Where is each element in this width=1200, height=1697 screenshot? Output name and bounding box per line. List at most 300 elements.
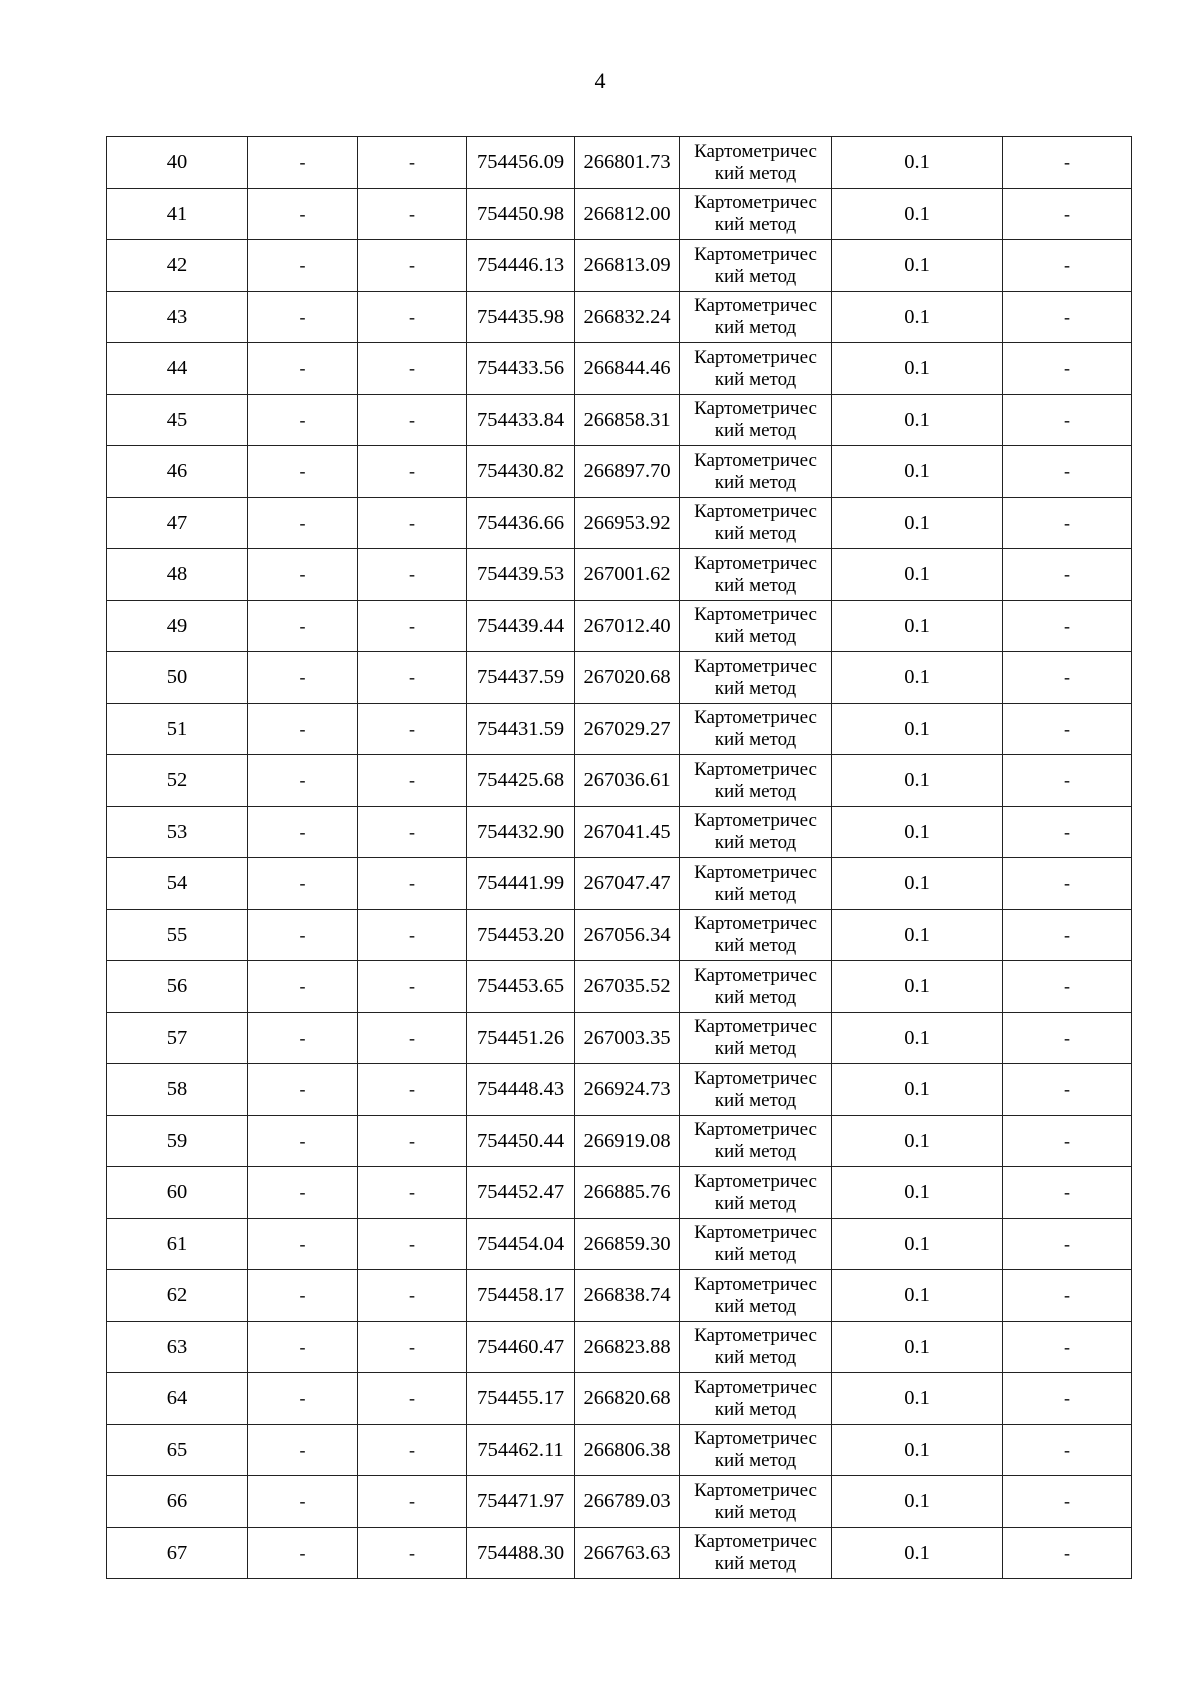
description-cell: -: [1003, 446, 1132, 498]
table-row: [107, 1476, 1132, 1528]
coordinate-x-cell: 754451.26: [467, 1012, 575, 1064]
point-number-cell: 66: [107, 1476, 248, 1528]
accuracy-cell: 0.1: [832, 1012, 1003, 1064]
method-cell: [680, 600, 832, 652]
method-cell: [680, 1218, 832, 1270]
method-line-1: Картометричес: [694, 1325, 817, 1347]
method-cell: [680, 1373, 832, 1425]
method-line-1: Картометричес: [694, 861, 817, 883]
coordinate-y-cell: 266859.30: [575, 1218, 680, 1270]
point-number-cell: 46: [107, 446, 248, 498]
method-line-2: кий метод: [714, 1244, 797, 1266]
method-cell: [680, 343, 832, 395]
method-line-1: Картометричес: [694, 192, 817, 214]
table-row: [107, 652, 1132, 704]
accuracy-cell: 0.1: [832, 1064, 1003, 1116]
description-cell: -: [1003, 1424, 1132, 1476]
description-cell: -: [1003, 1167, 1132, 1219]
coordinate-y-cell: 267003.35: [575, 1012, 680, 1064]
table-row: [107, 240, 1132, 292]
method-line-2: кий метод: [714, 729, 797, 751]
point-number-cell: 49: [107, 600, 248, 652]
description-cell: -: [1003, 291, 1132, 343]
page-number: 4: [594, 68, 606, 93]
coordinate-x-cell: 754431.59: [467, 703, 575, 755]
empty-y-old-cell: -: [358, 1476, 467, 1528]
empty-y-old-cell: -: [358, 394, 467, 446]
method-line-2: кий метод: [714, 935, 797, 957]
table-row: [107, 1115, 1132, 1167]
description-cell: -: [1003, 1321, 1132, 1373]
coordinate-y-cell: 266885.76: [575, 1167, 680, 1219]
coordinate-y-cell: 266812.00: [575, 188, 680, 240]
empty-y-old-cell: -: [358, 1424, 467, 1476]
accuracy-cell: 0.1: [832, 291, 1003, 343]
method-line-1: Картометричес: [694, 1170, 817, 1192]
method-line-1: Картометричес: [694, 346, 817, 368]
point-number-cell: 42: [107, 240, 248, 292]
empty-x-old-cell: -: [248, 1476, 358, 1528]
empty-x-old-cell: -: [248, 600, 358, 652]
method-line-1: Картометричес: [694, 655, 817, 677]
accuracy-cell: 0.1: [832, 1373, 1003, 1425]
method-cell: [680, 1424, 832, 1476]
empty-x-old-cell: -: [248, 858, 358, 910]
point-number-cell: 56: [107, 961, 248, 1013]
table-row: [107, 600, 1132, 652]
empty-y-old-cell: -: [358, 961, 467, 1013]
description-cell: -: [1003, 549, 1132, 601]
description-cell: -: [1003, 394, 1132, 446]
empty-y-old-cell: -: [358, 446, 467, 498]
point-number-cell: 45: [107, 394, 248, 446]
coordinate-y-cell: 267056.34: [575, 909, 680, 961]
point-number-cell: 44: [107, 343, 248, 395]
description-cell: -: [1003, 343, 1132, 395]
empty-y-old-cell: -: [358, 909, 467, 961]
point-number-cell: 52: [107, 755, 248, 807]
method-line-1: Картометричес: [694, 449, 817, 471]
description-cell: -: [1003, 1270, 1132, 1322]
empty-y-old-cell: -: [358, 1012, 467, 1064]
empty-x-old-cell: -: [248, 291, 358, 343]
method-line-2: кий метод: [714, 1553, 797, 1575]
method-line-2: кий метод: [714, 780, 797, 802]
accuracy-cell: 0.1: [832, 240, 1003, 292]
method-cell: [680, 909, 832, 961]
method-cell: [680, 806, 832, 858]
table-row: [107, 497, 1132, 549]
method-line-1: Картометричес: [694, 964, 817, 986]
empty-x-old-cell: -: [248, 497, 358, 549]
coordinate-x-cell: 754462.11: [467, 1424, 575, 1476]
empty-y-old-cell: -: [358, 1373, 467, 1425]
coordinate-y-cell: 266858.31: [575, 394, 680, 446]
method-line-2: кий метод: [714, 1295, 797, 1317]
method-cell: [680, 1012, 832, 1064]
method-line-2: кий метод: [714, 1038, 797, 1060]
table-row: [107, 446, 1132, 498]
coordinate-x-cell: 754455.17: [467, 1373, 575, 1425]
method-line-2: кий метод: [714, 368, 797, 390]
coordinate-y-cell: 266806.38: [575, 1424, 680, 1476]
table-row: [107, 394, 1132, 446]
empty-x-old-cell: -: [248, 703, 358, 755]
coordinate-x-cell: 754425.68: [467, 755, 575, 807]
empty-y-old-cell: -: [358, 1527, 467, 1579]
coordinate-x-cell: 754454.04: [467, 1218, 575, 1270]
coordinate-y-cell: 266897.70: [575, 446, 680, 498]
method-line-1: Картометричес: [694, 295, 817, 317]
table-row: [107, 1064, 1132, 1116]
method-line-2: кий метод: [714, 420, 797, 442]
accuracy-cell: 0.1: [832, 600, 1003, 652]
coordinate-x-cell: 754446.13: [467, 240, 575, 292]
accuracy-cell: 0.1: [832, 549, 1003, 601]
method-line-1: Картометричес: [694, 1222, 817, 1244]
coordinate-y-cell: 266953.92: [575, 497, 680, 549]
method-cell: [680, 961, 832, 1013]
accuracy-cell: 0.1: [832, 446, 1003, 498]
method-cell: [680, 1321, 832, 1373]
table-row: [107, 858, 1132, 910]
coordinate-x-cell: 754430.82: [467, 446, 575, 498]
empty-y-old-cell: -: [358, 549, 467, 601]
table-row: [107, 1218, 1132, 1270]
point-number-cell: 58: [107, 1064, 248, 1116]
accuracy-cell: 0.1: [832, 961, 1003, 1013]
description-cell: -: [1003, 188, 1132, 240]
method-line-1: Картометричес: [694, 398, 817, 420]
description-cell: -: [1003, 1115, 1132, 1167]
coordinate-y-cell: 266924.73: [575, 1064, 680, 1116]
accuracy-cell: 0.1: [832, 394, 1003, 446]
method-line-2: кий метод: [714, 265, 797, 287]
empty-x-old-cell: -: [248, 1115, 358, 1167]
empty-y-old-cell: -: [358, 1167, 467, 1219]
coordinate-x-cell: 754432.90: [467, 806, 575, 858]
description-cell: -: [1003, 806, 1132, 858]
coordinate-x-cell: 754437.59: [467, 652, 575, 704]
empty-x-old-cell: -: [248, 343, 358, 395]
description-cell: -: [1003, 240, 1132, 292]
method-line-2: кий метод: [714, 162, 797, 184]
table-row: [107, 703, 1132, 755]
description-cell: -: [1003, 1476, 1132, 1528]
point-number-cell: 61: [107, 1218, 248, 1270]
coordinate-x-cell: 754441.99: [467, 858, 575, 910]
empty-x-old-cell: -: [248, 1012, 358, 1064]
coordinate-x-cell: 754433.56: [467, 343, 575, 395]
point-number-cell: 41: [107, 188, 248, 240]
method-cell: [680, 755, 832, 807]
empty-x-old-cell: -: [248, 1270, 358, 1322]
point-number-cell: 57: [107, 1012, 248, 1064]
description-cell: -: [1003, 1218, 1132, 1270]
coordinate-y-cell: 267041.45: [575, 806, 680, 858]
accuracy-cell: 0.1: [832, 1527, 1003, 1579]
method-line-2: кий метод: [714, 574, 797, 596]
method-cell: [680, 1476, 832, 1528]
method-line-2: кий метод: [714, 1398, 797, 1420]
coordinate-x-cell: 754433.84: [467, 394, 575, 446]
method-line-1: Картометричес: [694, 1273, 817, 1295]
method-line-1: Картометричес: [694, 140, 817, 162]
point-number-cell: 54: [107, 858, 248, 910]
table-row: [107, 961, 1132, 1013]
coordinate-y-cell: 267047.47: [575, 858, 680, 910]
table-row: [107, 549, 1132, 601]
coordinate-x-cell: 754450.44: [467, 1115, 575, 1167]
method-line-2: кий метод: [714, 1141, 797, 1163]
method-cell: [680, 1115, 832, 1167]
empty-x-old-cell: -: [248, 755, 358, 807]
point-number-cell: 50: [107, 652, 248, 704]
coordinate-y-cell: 266789.03: [575, 1476, 680, 1528]
method-line-2: кий метод: [714, 471, 797, 493]
method-line-2: кий метод: [714, 1501, 797, 1523]
coordinate-y-cell: 267036.61: [575, 755, 680, 807]
empty-x-old-cell: -: [248, 549, 358, 601]
empty-y-old-cell: -: [358, 806, 467, 858]
coordinate-x-cell: 754450.98: [467, 188, 575, 240]
empty-x-old-cell: -: [248, 909, 358, 961]
point-number-cell: 60: [107, 1167, 248, 1219]
coordinate-x-cell: 754488.30: [467, 1527, 575, 1579]
table-row: [107, 909, 1132, 961]
method-cell: [680, 858, 832, 910]
coordinate-y-cell: 266763.63: [575, 1527, 680, 1579]
empty-y-old-cell: -: [358, 497, 467, 549]
method-line-1: Картометричес: [694, 1119, 817, 1141]
table-row: [107, 755, 1132, 807]
method-cell: [680, 137, 832, 189]
method-cell: [680, 240, 832, 292]
coordinate-y-cell: 266919.08: [575, 1115, 680, 1167]
description-cell: -: [1003, 1012, 1132, 1064]
coordinate-x-cell: 754471.97: [467, 1476, 575, 1528]
method-line-2: кий метод: [714, 214, 797, 236]
coordinate-x-cell: 754439.44: [467, 600, 575, 652]
empty-y-old-cell: -: [358, 137, 467, 189]
method-line-2: кий метод: [714, 883, 797, 905]
coordinate-x-cell: 754456.09: [467, 137, 575, 189]
method-line-2: кий метод: [714, 1450, 797, 1472]
coordinate-x-cell: 754460.47: [467, 1321, 575, 1373]
table-row: [107, 188, 1132, 240]
method-line-1: Картометричес: [694, 707, 817, 729]
accuracy-cell: 0.1: [832, 137, 1003, 189]
empty-y-old-cell: -: [358, 1064, 467, 1116]
accuracy-cell: 0.1: [832, 1115, 1003, 1167]
point-number-cell: 53: [107, 806, 248, 858]
empty-x-old-cell: -: [248, 652, 358, 704]
empty-y-old-cell: -: [358, 291, 467, 343]
description-cell: -: [1003, 652, 1132, 704]
accuracy-cell: 0.1: [832, 909, 1003, 961]
description-cell: -: [1003, 1373, 1132, 1425]
table-body: [107, 137, 1132, 1579]
description-cell: -: [1003, 1527, 1132, 1579]
description-cell: -: [1003, 497, 1132, 549]
table-row: [107, 1167, 1132, 1219]
coordinate-x-cell: 754435.98: [467, 291, 575, 343]
accuracy-cell: 0.1: [832, 343, 1003, 395]
empty-y-old-cell: -: [358, 858, 467, 910]
description-cell: -: [1003, 1064, 1132, 1116]
empty-x-old-cell: -: [248, 1373, 358, 1425]
method-line-2: кий метод: [714, 523, 797, 545]
point-number-cell: 48: [107, 549, 248, 601]
empty-y-old-cell: -: [358, 1321, 467, 1373]
table-row: [107, 291, 1132, 343]
coordinate-y-cell: 266823.88: [575, 1321, 680, 1373]
empty-x-old-cell: -: [248, 240, 358, 292]
method-line-1: Картометричес: [694, 552, 817, 574]
coordinate-y-cell: 267029.27: [575, 703, 680, 755]
point-number-cell: 59: [107, 1115, 248, 1167]
coordinate-y-cell: 266813.09: [575, 240, 680, 292]
method-line-2: кий метод: [714, 1089, 797, 1111]
description-cell: -: [1003, 961, 1132, 1013]
table-row: [107, 1012, 1132, 1064]
empty-x-old-cell: -: [248, 394, 358, 446]
method-line-2: кий метод: [714, 832, 797, 854]
description-cell: -: [1003, 858, 1132, 910]
method-cell: [680, 497, 832, 549]
point-number-cell: 47: [107, 497, 248, 549]
accuracy-cell: 0.1: [832, 652, 1003, 704]
accuracy-cell: 0.1: [832, 1476, 1003, 1528]
method-line-2: кий метод: [714, 626, 797, 648]
empty-x-old-cell: -: [248, 1064, 358, 1116]
method-line-1: Картометричес: [694, 1531, 817, 1553]
method-cell: [680, 1270, 832, 1322]
point-number-cell: 65: [107, 1424, 248, 1476]
accuracy-cell: 0.1: [832, 1218, 1003, 1270]
point-number-cell: 64: [107, 1373, 248, 1425]
coordinates-table: [106, 136, 1132, 1579]
method-line-1: Картометричес: [694, 1016, 817, 1038]
empty-y-old-cell: -: [358, 1115, 467, 1167]
accuracy-cell: 0.1: [832, 755, 1003, 807]
method-cell: [680, 549, 832, 601]
method-line-1: Картометричес: [694, 810, 817, 832]
empty-x-old-cell: -: [248, 1424, 358, 1476]
method-line-1: Картометричес: [694, 1067, 817, 1089]
table-row: [107, 1270, 1132, 1322]
coordinate-x-cell: 754436.66: [467, 497, 575, 549]
coordinate-y-cell: 266838.74: [575, 1270, 680, 1322]
coordinate-y-cell: 266844.46: [575, 343, 680, 395]
coordinate-y-cell: 267035.52: [575, 961, 680, 1013]
coordinate-x-cell: 754448.43: [467, 1064, 575, 1116]
empty-y-old-cell: -: [358, 703, 467, 755]
empty-y-old-cell: -: [358, 240, 467, 292]
coordinate-y-cell: 266820.68: [575, 1373, 680, 1425]
accuracy-cell: 0.1: [832, 497, 1003, 549]
method-cell: [680, 188, 832, 240]
table-row: [107, 1424, 1132, 1476]
method-line-1: Картометричес: [694, 1428, 817, 1450]
coordinate-x-cell: 754453.20: [467, 909, 575, 961]
method-line-1: Картометричес: [694, 758, 817, 780]
method-line-2: кий метод: [714, 677, 797, 699]
method-line-1: Картометричес: [694, 913, 817, 935]
accuracy-cell: 0.1: [832, 806, 1003, 858]
point-number-cell: 51: [107, 703, 248, 755]
method-cell: [680, 291, 832, 343]
empty-x-old-cell: -: [248, 806, 358, 858]
method-line-1: Картометричес: [694, 604, 817, 626]
empty-y-old-cell: -: [358, 600, 467, 652]
description-cell: -: [1003, 703, 1132, 755]
method-cell: [680, 1167, 832, 1219]
coordinate-y-cell: 266832.24: [575, 291, 680, 343]
empty-y-old-cell: -: [358, 1270, 467, 1322]
coordinate-x-cell: 754453.65: [467, 961, 575, 1013]
point-number-cell: 43: [107, 291, 248, 343]
empty-x-old-cell: -: [248, 137, 358, 189]
coordinate-y-cell: 267020.68: [575, 652, 680, 704]
accuracy-cell: 0.1: [832, 1424, 1003, 1476]
table-row: [107, 1321, 1132, 1373]
accuracy-cell: 0.1: [832, 858, 1003, 910]
method-cell: [680, 446, 832, 498]
accuracy-cell: 0.1: [832, 703, 1003, 755]
accuracy-cell: 0.1: [832, 1321, 1003, 1373]
empty-x-old-cell: -: [248, 446, 358, 498]
empty-x-old-cell: -: [248, 1167, 358, 1219]
accuracy-cell: 0.1: [832, 1167, 1003, 1219]
empty-y-old-cell: -: [358, 755, 467, 807]
point-number-cell: 55: [107, 909, 248, 961]
coordinate-x-cell: 754439.53: [467, 549, 575, 601]
method-line-1: Картометричес: [694, 501, 817, 523]
coordinate-x-cell: 754458.17: [467, 1270, 575, 1322]
empty-x-old-cell: -: [248, 1218, 358, 1270]
point-number-cell: 67: [107, 1527, 248, 1579]
table-row: [107, 806, 1132, 858]
point-number-cell: 40: [107, 137, 248, 189]
method-cell: [680, 1527, 832, 1579]
empty-y-old-cell: -: [358, 343, 467, 395]
empty-y-old-cell: -: [358, 652, 467, 704]
empty-x-old-cell: -: [248, 961, 358, 1013]
coordinate-y-cell: 267001.62: [575, 549, 680, 601]
empty-y-old-cell: -: [358, 1218, 467, 1270]
point-number-cell: 63: [107, 1321, 248, 1373]
point-number-cell: 62: [107, 1270, 248, 1322]
accuracy-cell: 0.1: [832, 188, 1003, 240]
description-cell: -: [1003, 755, 1132, 807]
method-cell: [680, 652, 832, 704]
coordinate-y-cell: 267012.40: [575, 600, 680, 652]
method-line-2: кий метод: [714, 1192, 797, 1214]
method-line-1: Картометричес: [694, 1479, 817, 1501]
table-row: [107, 343, 1132, 395]
table-row: [107, 1527, 1132, 1579]
table-row: [107, 1373, 1132, 1425]
empty-x-old-cell: -: [248, 1321, 358, 1373]
method-line-2: кий метод: [714, 1347, 797, 1369]
method-cell: [680, 394, 832, 446]
method-cell: [680, 1064, 832, 1116]
accuracy-cell: 0.1: [832, 1270, 1003, 1322]
empty-y-old-cell: -: [358, 188, 467, 240]
coordinate-y-cell: 266801.73: [575, 137, 680, 189]
description-cell: -: [1003, 137, 1132, 189]
